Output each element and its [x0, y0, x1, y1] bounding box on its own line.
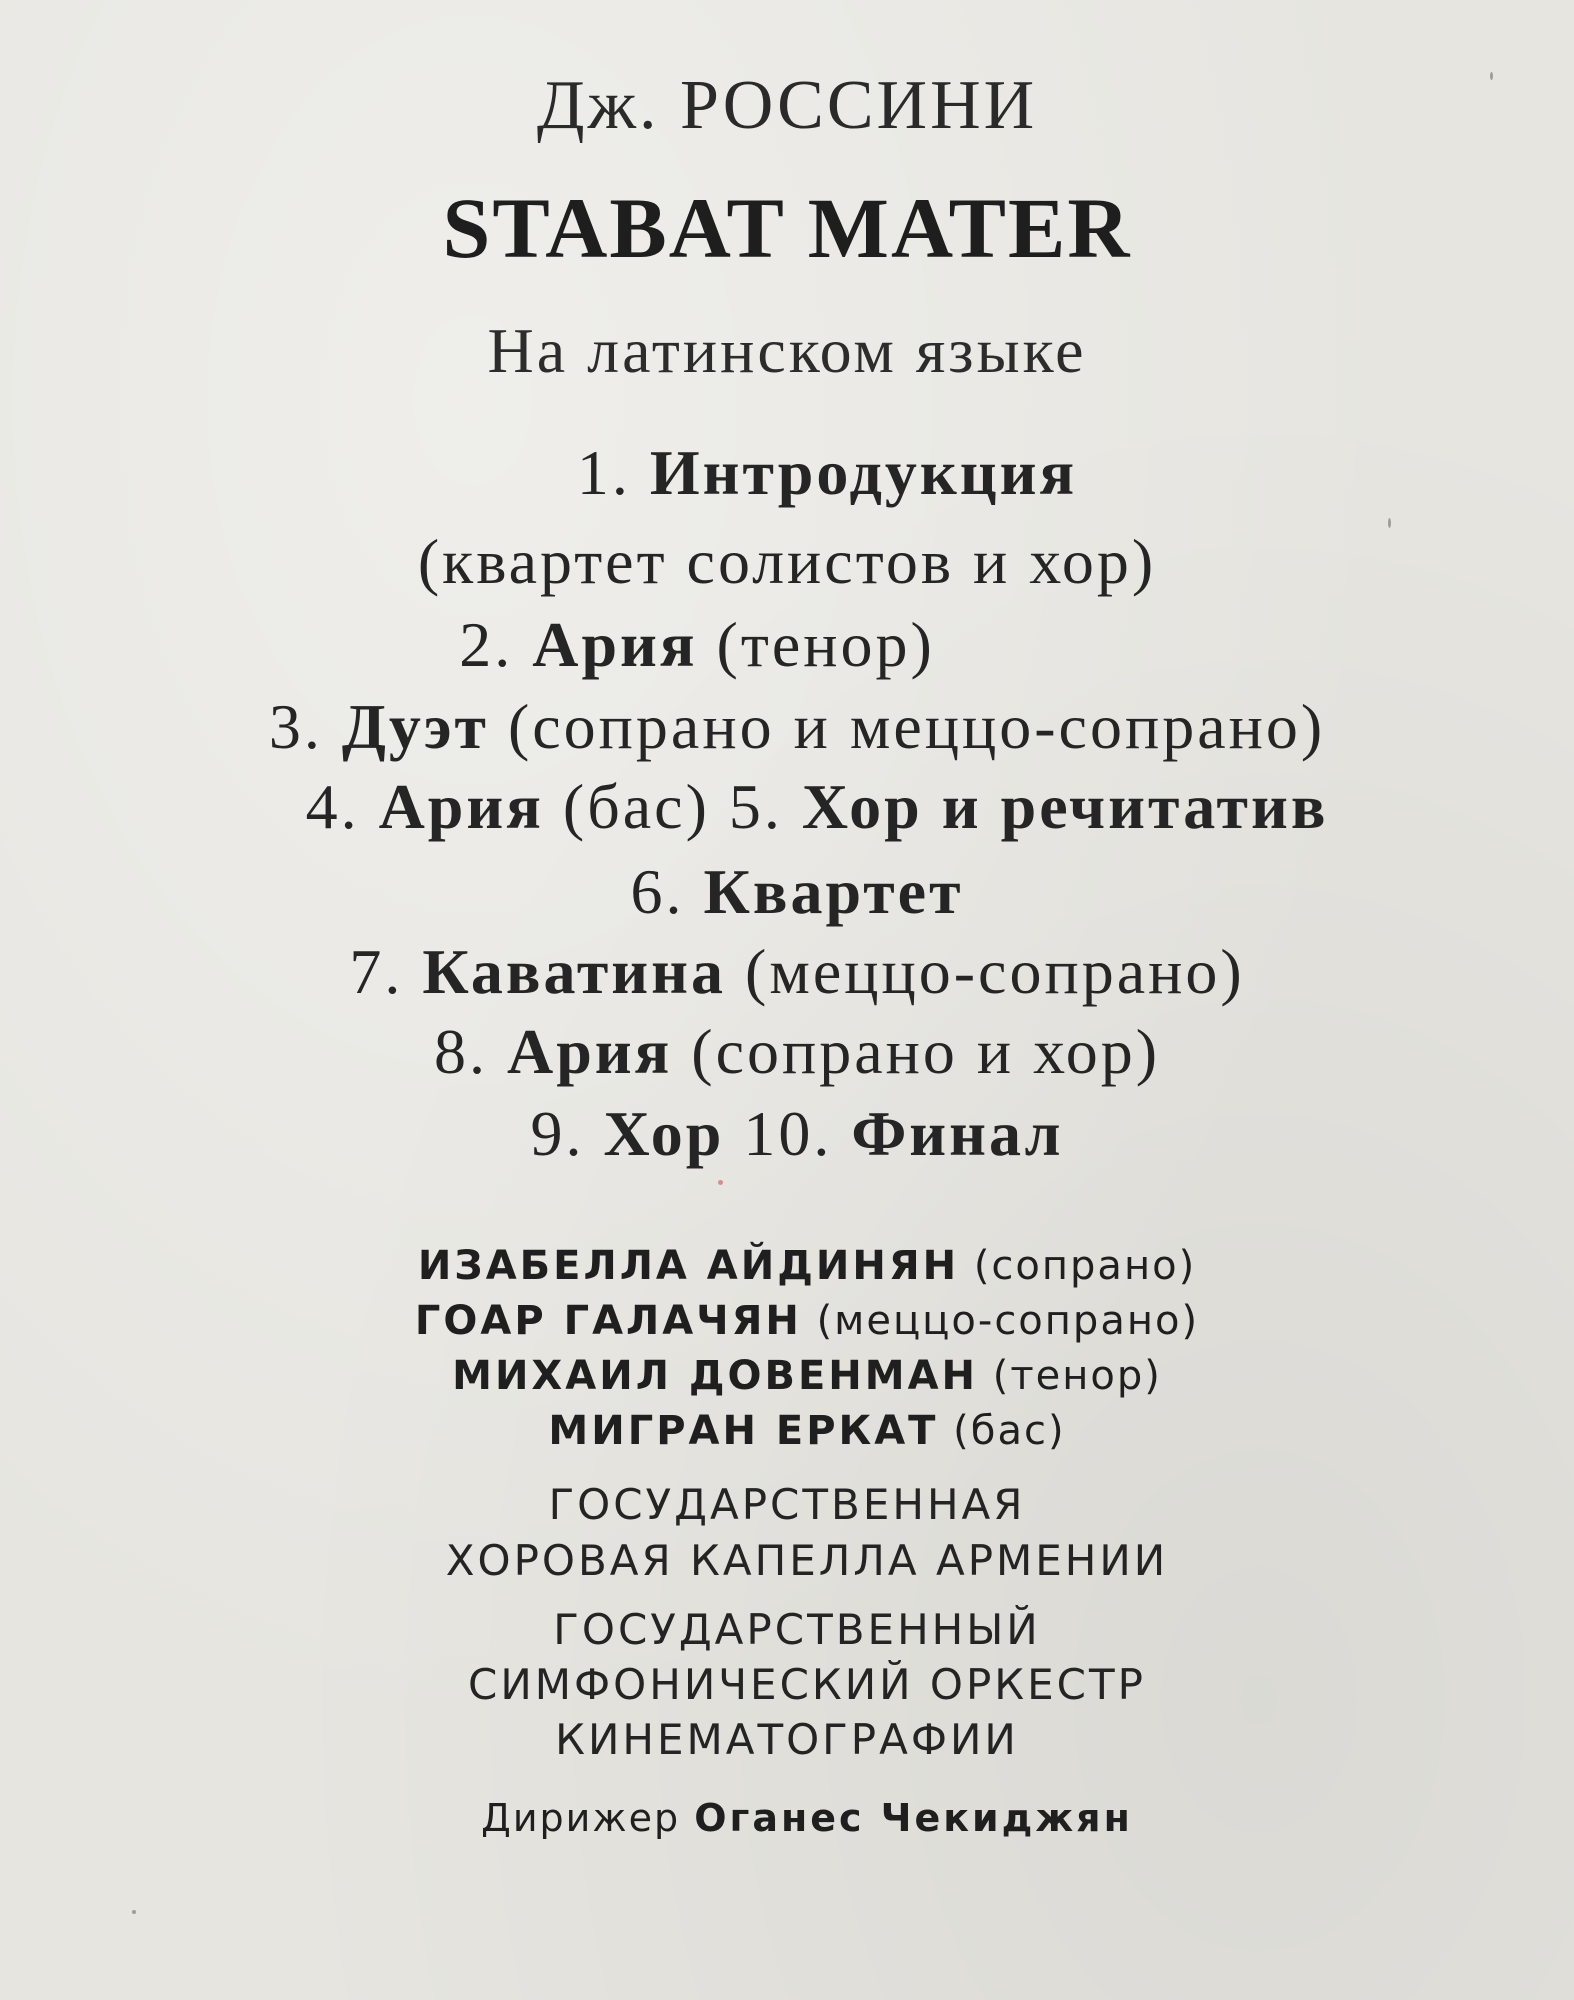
orchestra-line-3: КИНЕМАТОГРАФИИ — [555, 1715, 1019, 1764]
tracks-9-10 — [10, 1097, 1574, 1171]
performer-voice: (сопрано) — [973, 1243, 1197, 1289]
performer-name: ГОАР ГАЛАЧЯН — [414, 1298, 802, 1344]
tracks-4-5 — [30, 770, 1574, 844]
track-number: 9. — [530, 1098, 585, 1169]
track-title: Каватина — [422, 936, 726, 1007]
conductor-name: Оганес Чекиджян — [694, 1796, 1133, 1840]
track-title: Хор и речитатив — [801, 771, 1329, 842]
track-number: 8. — [433, 1016, 488, 1087]
performer-voice: (бас) — [953, 1408, 1066, 1454]
track-2 — [0, 608, 1484, 682]
track-title: Квартет — [703, 856, 964, 927]
performer-mezzo — [20, 1298, 1574, 1344]
paper-speck — [1490, 72, 1493, 80]
performer-name: МИХАИЛ ДОВЕНМАН — [452, 1353, 978, 1399]
track-number: 7. — [349, 936, 404, 1007]
orchestra-line-1: ГОСУДАРСТВЕННЫЙ — [553, 1605, 1041, 1654]
track-description: (тенор) — [716, 609, 935, 680]
track-3 — [10, 690, 1574, 764]
track-title: Интродукция — [649, 437, 1078, 508]
orchestra-line-2: СИМФОНИЧЕСКИЙ ОРКЕСТР — [468, 1660, 1146, 1709]
track-description: (бас) — [562, 771, 710, 842]
paper-speck — [1388, 518, 1391, 528]
track-title: Хор — [603, 1098, 725, 1169]
language-note: На латинском языке — [487, 315, 1087, 386]
performer-voice: (тенор) — [992, 1353, 1162, 1399]
track-6 — [10, 855, 1574, 929]
track-description: (квартет солистов и хор) — [417, 526, 1157, 597]
paper-speck — [132, 1910, 136, 1914]
track-number: 3. — [268, 691, 323, 762]
track-title: Дуэт — [341, 691, 489, 762]
performer-name: ИЗАБЕЛЛА АЙДИНЯН — [417, 1243, 960, 1289]
track-7 — [10, 935, 1574, 1009]
track-number: 6. — [630, 856, 685, 927]
performer-soprano — [20, 1243, 1574, 1289]
track-title: Ария — [378, 771, 544, 842]
work-title: STABAT MATER — [442, 180, 1132, 276]
paper-speck — [718, 1180, 723, 1185]
track-1-description — [0, 525, 1574, 599]
track-title: Финал — [851, 1098, 1064, 1169]
track-description: (сопрано и меццо-сопрано) — [507, 691, 1326, 762]
track-number: 2. — [459, 609, 514, 680]
choir-line-1: ГОСУДАРСТВЕННАЯ — [548, 1480, 1026, 1529]
track-title: Ария — [532, 609, 698, 680]
performer-voice: (меццо-сопрано) — [816, 1298, 1200, 1344]
track-number: 4. — [305, 771, 360, 842]
conductor-credit — [20, 1796, 1574, 1840]
track-number: 1. — [576, 437, 631, 508]
performer-bass — [20, 1408, 1574, 1454]
conductor-label: Дирижер — [481, 1796, 681, 1840]
composer-name: Дж. РОССИНИ — [536, 67, 1038, 144]
track-description: (меццо-сопрано) — [745, 936, 1245, 1007]
track-number: 10. — [743, 1098, 833, 1169]
track-title: Ария — [506, 1016, 673, 1087]
track-number: 5. — [728, 771, 783, 842]
performer-tenor — [20, 1353, 1574, 1399]
track-8 — [10, 1015, 1574, 1089]
track-1 — [40, 436, 1574, 510]
track-description: (сопрано и хор) — [691, 1016, 1161, 1087]
performer-name: МИГРАН ЕРКАТ — [548, 1408, 939, 1454]
choir-line-2: ХОРОВАЯ КАПЕЛЛА АРМЕНИИ — [445, 1536, 1169, 1585]
